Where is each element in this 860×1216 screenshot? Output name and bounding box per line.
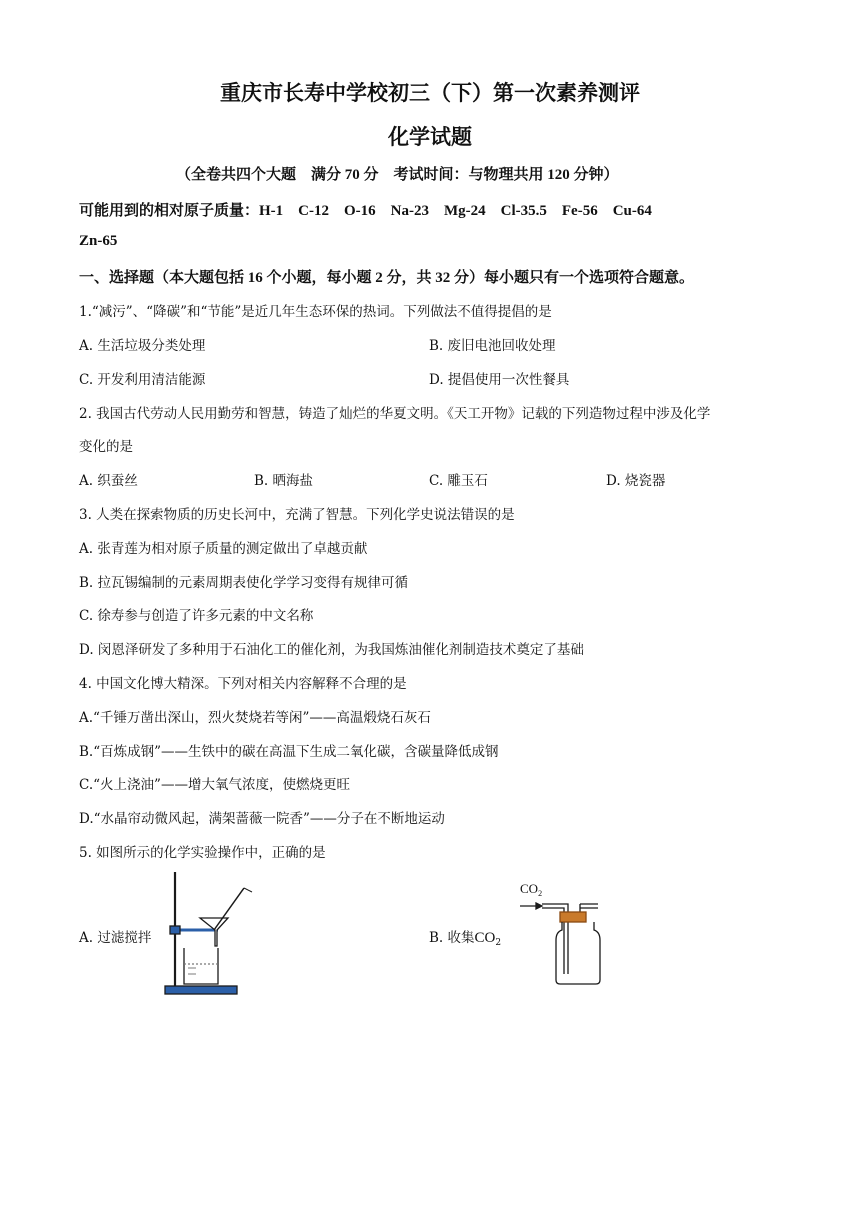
question-4-option-a: A.“千锤万凿出深山，烈火焚烧若等闲”——高温煅烧石灰石	[79, 710, 431, 726]
question-4-option-d: D.“水晶帘动微风起，满架蔷薇一院香”——分子在不断地运动	[79, 811, 445, 827]
question-1-option-d: D. 提倡使用一次性餐具	[429, 372, 570, 388]
question-5-option-b: B. 收集$CO_2$	[429, 930, 502, 948]
co2-label: $CO_2$	[520, 881, 543, 898]
question-2-stem-cont: 变化的是	[79, 439, 133, 455]
page-subtitle: 化学试题	[388, 125, 472, 149]
question-2-stem: 2. 我国古代劳动人民用勤劳和智慧，铸造了灿烂的华夏文明。《天工开物》记载的下列造物过程中涉及化学	[79, 406, 711, 422]
atomic-masses: 可能用到的相对原子质量：H-1 C-12 O-16 Na-23 Mg-24 Cl-35.5 Fe-56 Cu-64	[79, 203, 652, 219]
question-3-option-b: B. 拉瓦锡编制的元素周期表使化学学习变得有规律可循	[79, 575, 409, 591]
exam-info: （全卷共四个大题 满分 70 分 考试时间：与物理共用 120 分钟）	[176, 167, 619, 183]
question-5-option-a: A. 过滤搅拌	[79, 930, 152, 946]
question-4-option-b: B.“百炼成钢”——生铁中的碳在高温下生成二氧化碳，含碳量降低成钢	[79, 744, 499, 760]
question-5-stem: 5. 如图所示的化学实验操作中，正确的是	[79, 845, 326, 861]
section-heading: 一、选择题（本大题包括 16 个小题，每小题 2 分，共 32 分）每小题只有一个选项符合题意。	[79, 270, 695, 286]
question-3-option-c: C. 徐寿参与创造了许多元素的中文名称	[79, 608, 314, 624]
question-3-stem: 3. 人类在探索物质的历史长河中，充满了智慧。下列化学史说法错误的是	[79, 507, 515, 523]
gas-collection-bottle-figure	[518, 896, 608, 986]
filtration-apparatus-figure	[160, 868, 260, 1000]
question-1-option-a: A. 生活垃圾分类处理	[79, 338, 206, 354]
question-4-stem: 4. 中国文化博大精深。下列对相关内容解释不合理的是	[79, 676, 407, 692]
question-2-option-d: D. 烧瓷器	[606, 473, 666, 489]
question-3-option-d: D. 闵恩泽研发了多种用于石油化工的催化剂，为我国炼油催化剂制造技术奠定了基础	[79, 642, 584, 658]
page-title: 重庆市长寿中学校初三（下）第一次素养测评	[220, 81, 640, 105]
question-2-option-a: A. 织蚕丝	[79, 473, 138, 489]
question-2-option-c: C. 雕玉石	[429, 473, 488, 489]
question-1-stem: 1.“减污”、“降碳”和“节能”是近几年生态环保的热词。下列做法不值得提倡的是	[79, 304, 552, 320]
question-4-option-c: C.“火上浇油”——增大氧气浓度，使燃烧更旺	[79, 777, 350, 793]
question-1-option-c: C. 开发利用清洁能源	[79, 372, 206, 388]
question-2-option-b: B. 晒海盐	[254, 473, 314, 489]
atomic-masses-cont: Zn-65	[79, 233, 118, 249]
question-3-option-a: A. 张青莲为相对原子质量的测定做出了卓越贡献	[79, 541, 368, 557]
question-1-option-b: B. 废旧电池回收处理	[429, 338, 556, 354]
